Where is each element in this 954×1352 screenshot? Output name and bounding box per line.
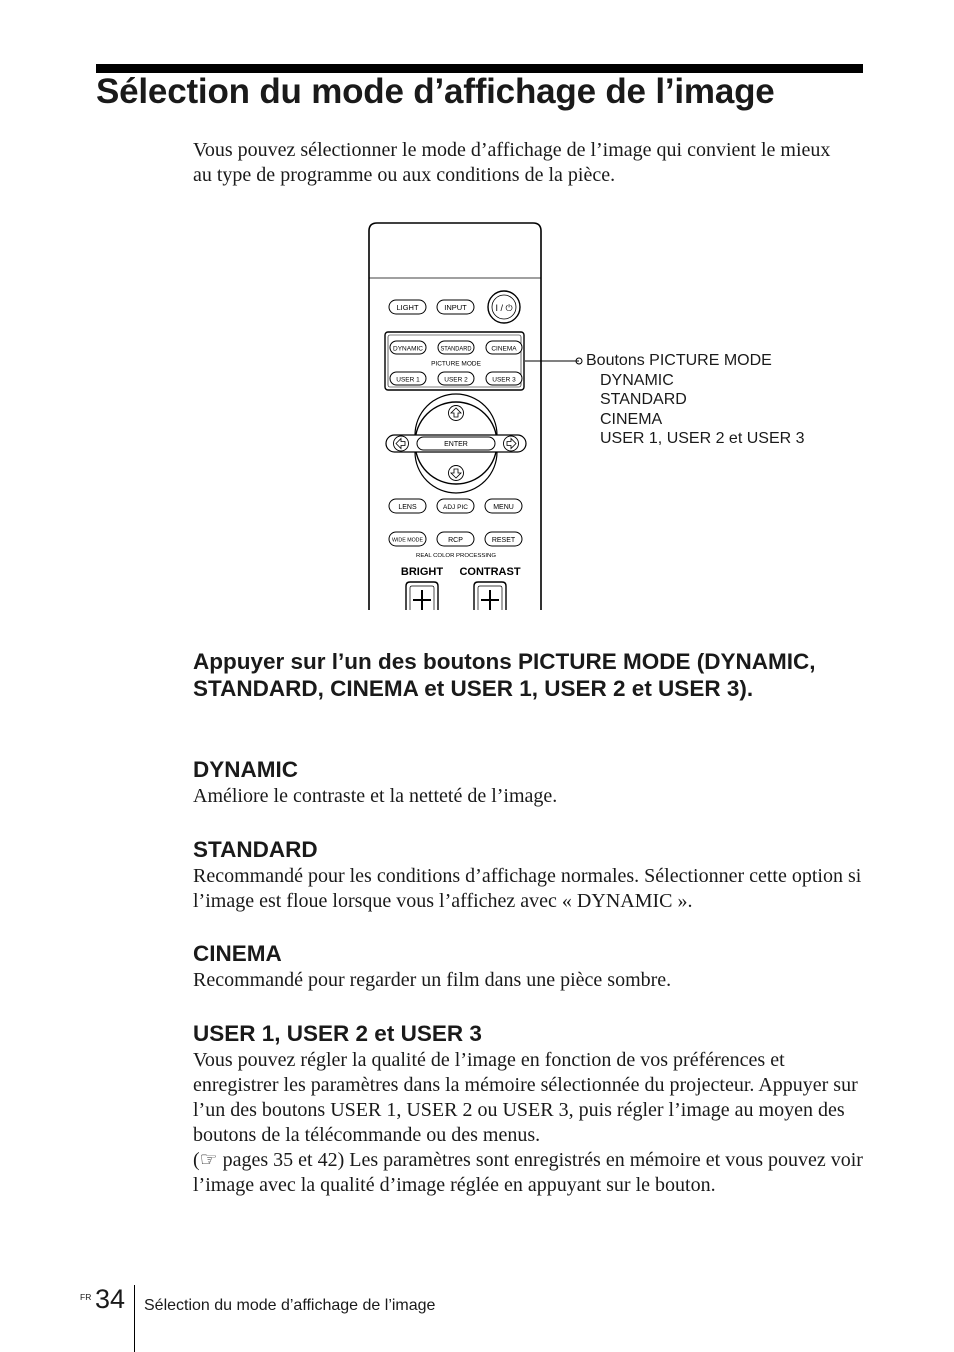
wide-mode-button[interactable]: [389, 532, 426, 546]
arrow-down-icon[interactable]: [449, 466, 464, 481]
step-instruction: Appuyer sur l’un des boutons PICTURE MODE (DYNAMIC, STANDARD, CINEMA et USER 1, USER 2 et USER 3).: [193, 649, 816, 701]
arrow-right-icon[interactable]: [504, 436, 519, 451]
callout-item: STANDARD: [600, 391, 687, 408]
reset-button[interactable]: [485, 532, 522, 546]
picture-mode-label: PICTURE MODE: [431, 360, 481, 368]
intro-paragraph: Vous pouvez sélectionner le mode d’affichage de l’image qui convient le mieux au type de programme ou aux conditions de la pièce.: [193, 139, 831, 186]
mode-title: CINEMA: [193, 941, 282, 966]
mode-title: DYNAMIC: [193, 757, 298, 782]
standard-label: STANDARD: [440, 346, 473, 353]
light-label: LIGHT: [396, 303, 419, 312]
user2-label: USER 2: [444, 376, 468, 384]
mode-description: Vous pouvez régler la qualité de l’image en fonction de vos préférences et enregistrer les paramètres dans la mémoire sélectionnée du projecteur. Appuyer sur l’un des boutons USER 1, USER 2 ou USER 3, puis régler l’image au moyen des boutons de la télécommande ou des menus. (☞ pages 35 et 42) Les paramètres sont enregistrés en mémoire et vous pouvez voir l’image avec la qualité d’image réglée en appuyant sur le bouton.: [193, 1049, 863, 1196]
reset-label: RESET: [491, 537, 516, 544]
light-button[interactable]: [389, 300, 426, 314]
reference-text: pages 35 et 42) Les paramètres sont enregistrés en mémoire et vous pouvez voir l’image avec la qualité d’image réglée en appuyant sur le bouton.: [193, 1149, 863, 1196]
callout-item: CINEMA: [600, 410, 663, 428]
rcp-label: RCP: [448, 537, 463, 544]
user3-label: USER 3: [492, 376, 516, 384]
reference-icon: ☞: [199, 1149, 218, 1171]
arrow-left-icon[interactable]: [394, 436, 409, 451]
callout-item: DYNAMIC: [600, 371, 674, 389]
page-title: Sélection du mode d’affichage de l’image: [96, 72, 775, 111]
lens-button[interactable]: [389, 499, 426, 513]
callout-line: [525, 355, 585, 367]
power-icon: I / ⏻: [495, 303, 513, 313]
mode-dynamic: [193, 756, 873, 809]
adj-pic-button[interactable]: [437, 499, 474, 513]
mode-cinema: [193, 940, 873, 993]
enter-label: ENTER: [444, 441, 468, 448]
cinema-label: CINEMA: [491, 345, 517, 353]
picture-mode-callout: [586, 351, 805, 449]
bright-plus-button[interactable]: [406, 582, 438, 610]
user2-button[interactable]: [438, 372, 474, 385]
footer-section-title: Sélection du mode d’affichage de l’image: [144, 1297, 436, 1314]
rcp-button[interactable]: [437, 532, 474, 546]
menu-button[interactable]: [485, 499, 522, 513]
power-button[interactable]: [488, 291, 520, 323]
enter-button[interactable]: [444, 441, 468, 448]
callout-heading: Boutons PICTURE MODE: [586, 352, 772, 369]
standard-button[interactable]: [438, 341, 474, 354]
mode-title: STANDARD: [193, 837, 318, 862]
remote-control-illustration: [368, 222, 546, 610]
user1-button[interactable]: [390, 372, 426, 385]
mode-title: USER 1, USER 2 et USER 3: [193, 1021, 482, 1046]
wide-mode-label: WIDE MODE: [392, 537, 424, 544]
footer-page-number: 34: [95, 1284, 126, 1314]
mode-description: Recommandé pour regarder un film dans une pièce sombre.: [193, 969, 672, 991]
bright-label: BRIGHT: [400, 566, 444, 578]
callout-item: USER 1, USER 2 et USER 3: [600, 430, 805, 447]
contrast-plus-button[interactable]: [474, 582, 506, 610]
cinema-button[interactable]: [486, 341, 522, 354]
user1-label: USER 1: [396, 376, 420, 384]
lens-label: LENS: [398, 504, 417, 511]
contrast-label: CONTRAST: [459, 566, 521, 578]
adj-pic-label: ADJ PIC: [443, 504, 468, 511]
user3-button[interactable]: [486, 372, 522, 385]
footer-divider: [134, 1285, 135, 1352]
mode-text: Vous pouvez régler la qualité de l’image en fonction de vos préférences et enregistrer les paramètres dans la mémoire sélectionnée du projecteur. Appuyer sur l’un des boutons USER 1, USER 2 ou USER 3, puis régler l’image au moyen des boutons de la télécommande ou des menus.: [193, 1049, 858, 1146]
mode-description: Améliore le contraste et la netteté de l’image.: [193, 785, 558, 807]
input-label: INPUT: [444, 303, 467, 312]
dynamic-button[interactable]: [390, 341, 426, 354]
mode-user: [193, 1020, 873, 1198]
real-color-processing-label: REAL COLOR PROCESSING: [416, 553, 496, 559]
arrow-up-icon[interactable]: [449, 406, 464, 421]
mode-description: Recommandé pour les conditions d’affichage normales. Sélectionner cette option si l’image est floue lorsque vous l’affichez avec « DYNAMIC ».: [193, 865, 862, 912]
footer-language: FR: [80, 1292, 92, 1302]
menu-label: MENU: [493, 504, 514, 511]
dynamic-label: DYNAMIC: [393, 346, 424, 353]
input-button[interactable]: [437, 300, 474, 314]
mode-standard: [193, 836, 873, 914]
